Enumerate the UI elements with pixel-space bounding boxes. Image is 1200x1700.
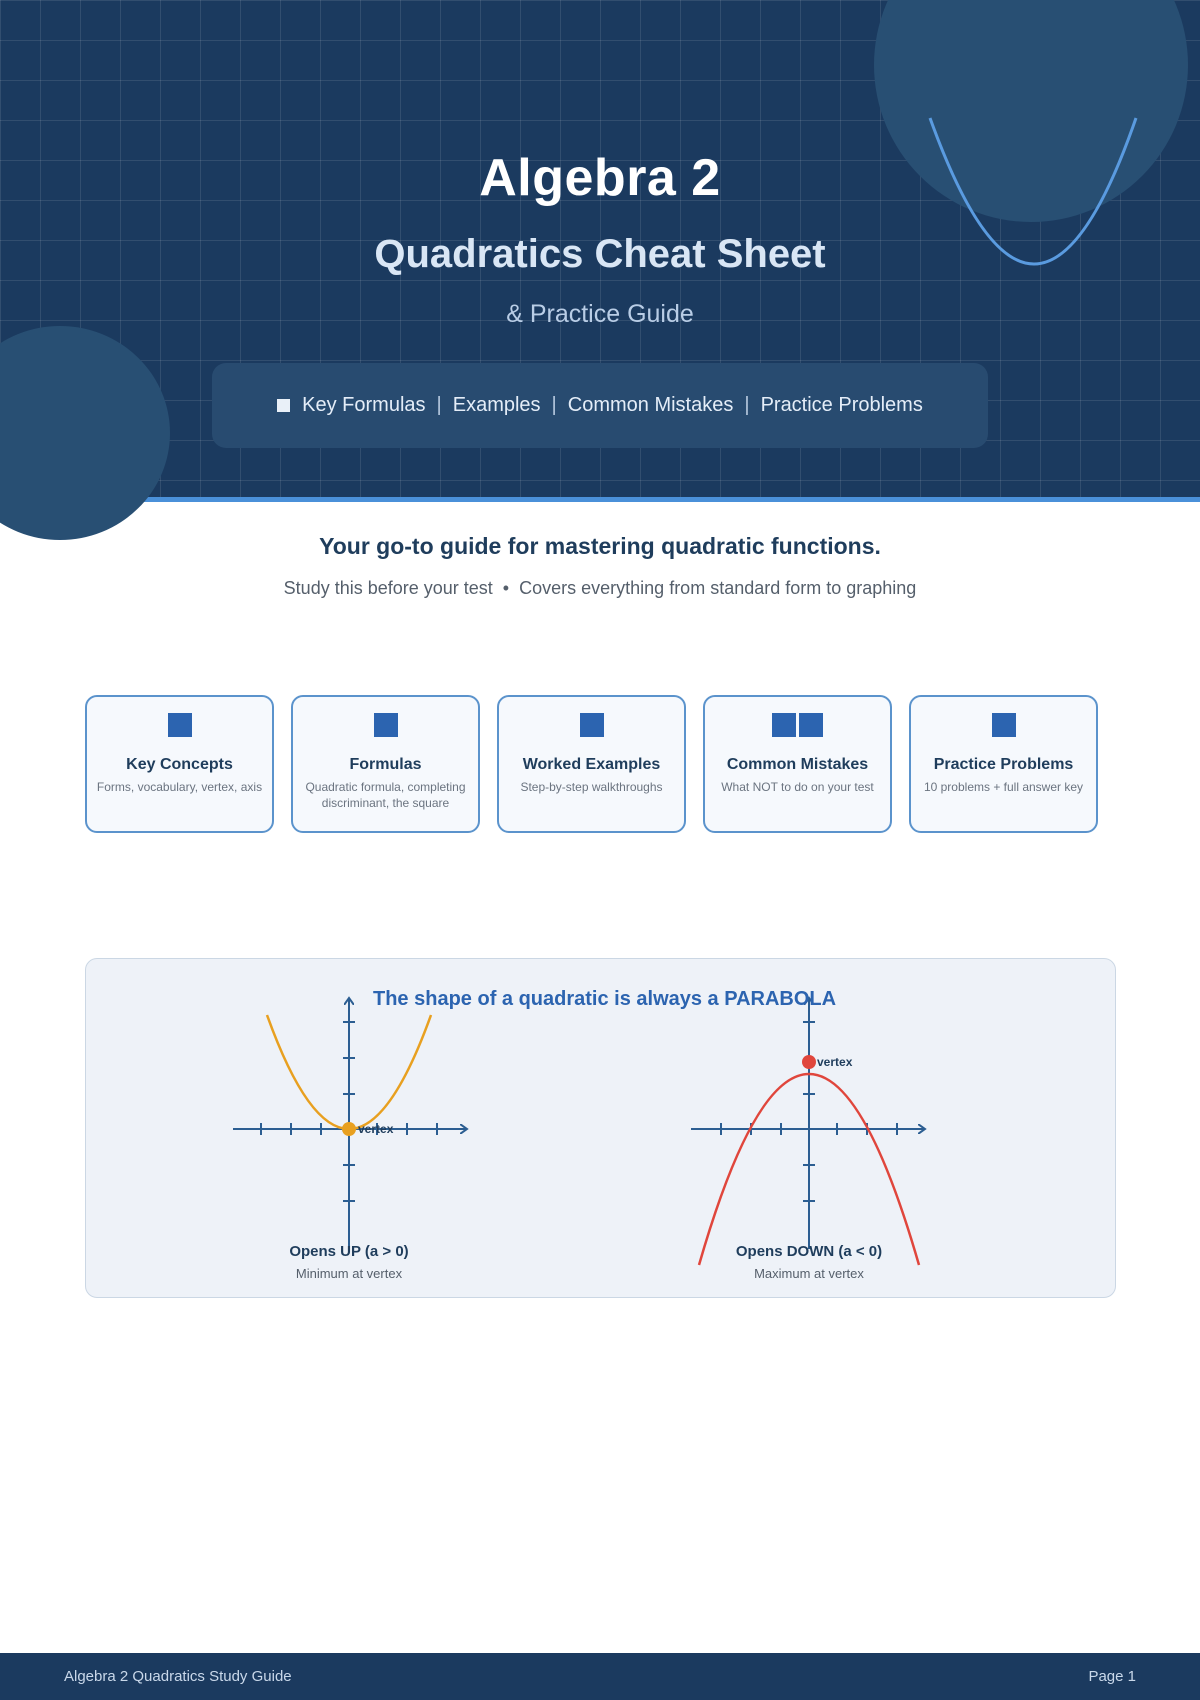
- card-key-concepts[interactable]: [85, 695, 274, 833]
- intro-subline: [0, 578, 1200, 599]
- opens-up-caption: [199, 1243, 499, 1281]
- intro-headline: Your go-to guide for mastering quadratic functions.: [319, 533, 881, 559]
- footer-title: Algebra 2 Quadratics Study Guide: [64, 1668, 292, 1685]
- card-formulas[interactable]: [291, 695, 480, 833]
- parabola-panel: [85, 958, 1116, 1298]
- header-divider: [0, 497, 1200, 502]
- double-square-icon: [705, 713, 890, 739]
- card-description: Step-by-step walkthroughs: [520, 780, 663, 794]
- vertex-label: vertex: [358, 1122, 394, 1136]
- vertex-point: [342, 1122, 356, 1136]
- page-tagline: & Practice Guide: [506, 300, 694, 328]
- vertex-label: vertex: [817, 1055, 853, 1069]
- caption-subtitle: Minimum at vertex: [295, 1266, 403, 1281]
- card-practice-problems[interactable]: [909, 695, 1098, 833]
- card-description: Forms, vocabulary, vertex, axis: [96, 780, 263, 794]
- bullet-separator: •: [502, 578, 510, 598]
- page-number: Page 1: [1088, 1668, 1136, 1685]
- nav-separator: |: [744, 394, 750, 416]
- blue-square-icon: [499, 713, 684, 739]
- intro-sub-right: Covers everything from standard form to graphing: [519, 578, 917, 598]
- header-banner: [0, 0, 1200, 497]
- card-description: What NOT to do on your test: [721, 780, 874, 794]
- blue-square-icon: [293, 713, 478, 739]
- caption-title: Opens DOWN (a < 0): [735, 1243, 883, 1260]
- card-common-mistakes[interactable]: [703, 695, 892, 833]
- card-description: 10 problems + full answer key: [923, 780, 1084, 794]
- caption-title: Opens UP (a > 0): [289, 1243, 409, 1260]
- vertex-point: [802, 1055, 816, 1069]
- card-title: Key Concepts: [126, 756, 233, 773]
- panel-title: The shape of a quadratic is always a PARABOLA: [373, 988, 837, 1010]
- opens-down-caption: [659, 1243, 959, 1281]
- card-description: Quadratic formula, completing discriminant, the square: [305, 780, 466, 810]
- blue-square-icon: [911, 713, 1096, 739]
- intro-sub-left: Study this before your test: [283, 578, 493, 598]
- caption-subtitle: Maximum at vertex: [754, 1266, 864, 1281]
- nav-common-mistakes[interactable]: Common Mistakes: [567, 394, 734, 416]
- nav-key-formulas[interactable]: Key Formulas: [302, 394, 426, 416]
- card-title: Common Mistakes: [726, 756, 869, 773]
- nav-separator: |: [551, 394, 557, 416]
- right-axes: [691, 999, 924, 1249]
- nav-separator: |: [436, 394, 442, 416]
- card-worked-examples[interactable]: [497, 695, 686, 833]
- page-footer: [0, 1653, 1200, 1700]
- section-nav: [212, 363, 988, 448]
- card-title: Worked Examples: [522, 756, 661, 773]
- card-title: Formulas: [349, 756, 422, 773]
- page-title: Algebra 2: [479, 149, 721, 207]
- nav-practice-problems[interactable]: Practice Problems: [760, 394, 923, 416]
- blue-square-icon: [87, 713, 272, 739]
- square-bullet-icon: [277, 399, 290, 412]
- nav-examples[interactable]: Examples: [452, 394, 541, 416]
- card-title: Practice Problems: [933, 756, 1074, 773]
- page-subtitle: Quadratics Cheat Sheet: [374, 232, 826, 276]
